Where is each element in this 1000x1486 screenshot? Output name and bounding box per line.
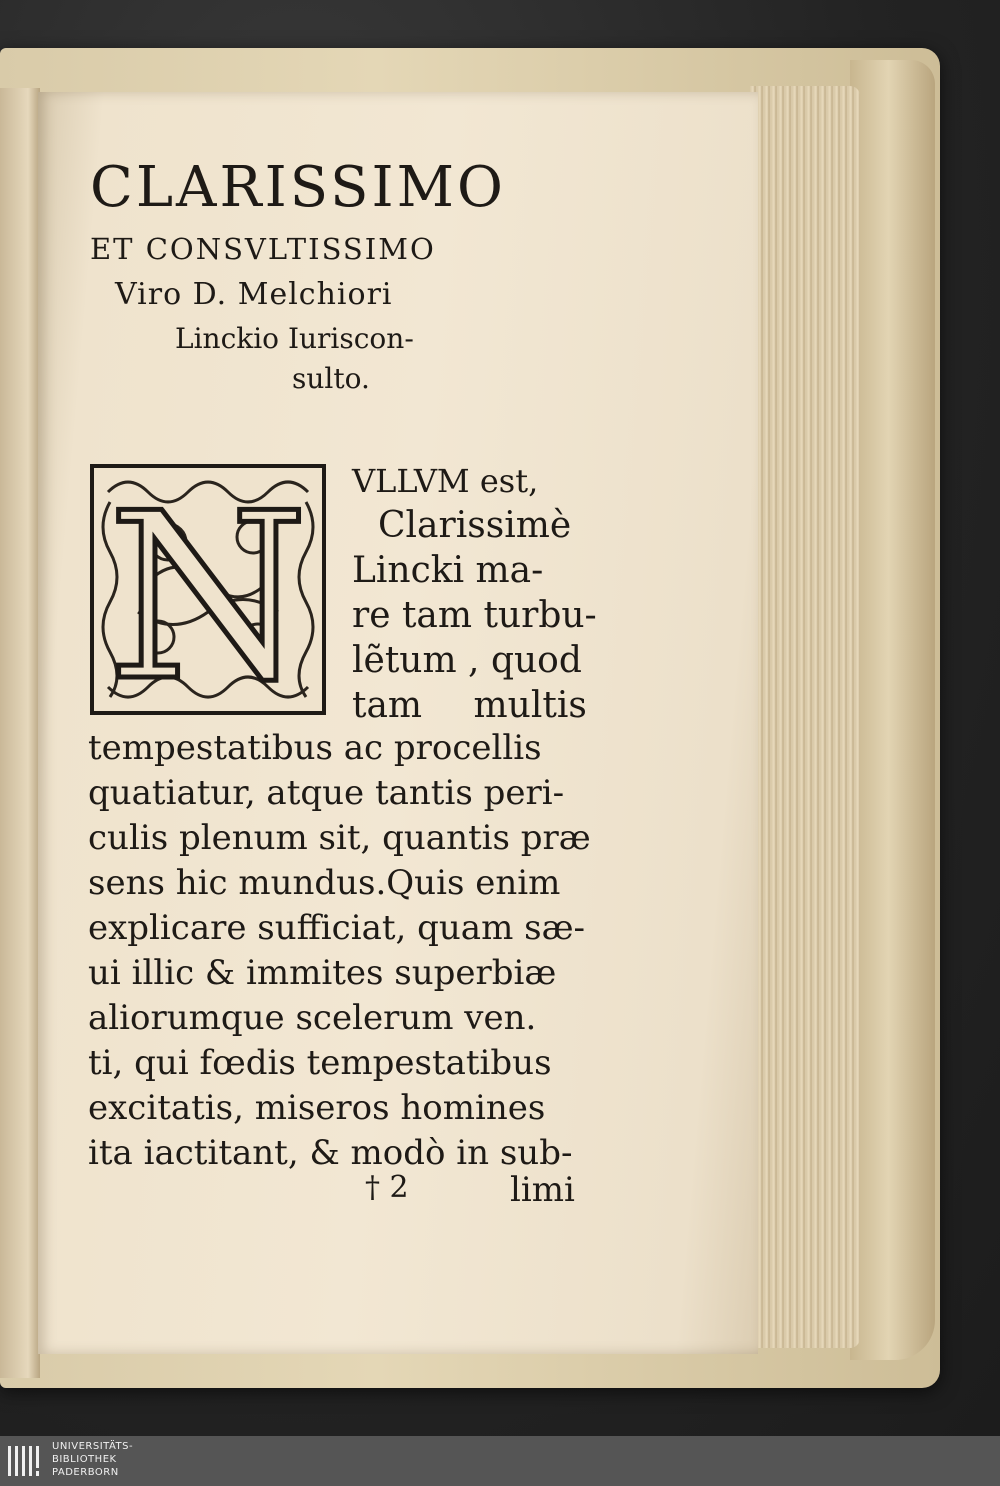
title-line-5: sulto. (292, 362, 370, 395)
library-footer (0, 1436, 1000, 1486)
title-line-2: ET CONSVLTISSIMO (90, 232, 436, 266)
library-logo-icon (6, 1442, 44, 1480)
body-line: ita iactitant, & modò in sub- (88, 1133, 573, 1173)
body-line: aliorumque scelerum ven. (88, 998, 537, 1038)
body-line: quatiatur, atque tantis peri- (88, 773, 565, 813)
initial-letter: N (107, 465, 309, 717)
library-name-line-1: UNIVERSITÄTS- (52, 1441, 134, 1452)
body-line: Clarissimè (378, 505, 572, 546)
cover-flap (850, 60, 935, 1360)
body-line: tempestatibus ac procellis (88, 728, 542, 768)
body-line: culis plenum sit, quantis præ (88, 818, 591, 858)
body-line: Lincki ma- (352, 550, 544, 591)
body-line: explicare sufficiat, quam sæ- (88, 908, 586, 948)
catchword: limi (510, 1170, 575, 1210)
page-edges (750, 86, 860, 1348)
left-page-edge (0, 88, 40, 1378)
library-name-line-2: BIBLIOTHEK (52, 1454, 117, 1465)
body-line: re tam turbu- (352, 595, 597, 636)
body-line: ti, qui fœdis tempestatibus (88, 1043, 552, 1083)
library-name-line-3: PADERBORN (52, 1467, 119, 1478)
decorated-initial (88, 462, 328, 717)
body-line: tam multis (352, 685, 587, 726)
title-line-1: CLARISSIMO (90, 155, 506, 220)
title-line-3: Viro D. Melchiori (115, 277, 393, 312)
body-line: ui illic & immites superbiæ (88, 953, 557, 993)
body-line: excitatis, miseros homines (88, 1088, 546, 1128)
body-line: lẽtum , quod (352, 640, 582, 681)
body-line: VLLVM est, (352, 462, 539, 500)
signature-mark: † 2 (365, 1170, 409, 1205)
title-line-4: Linckio Iuriscon- (175, 322, 414, 355)
body-line: sens hic mundus.Quis enim (88, 863, 561, 903)
library-name (52, 1440, 133, 1479)
